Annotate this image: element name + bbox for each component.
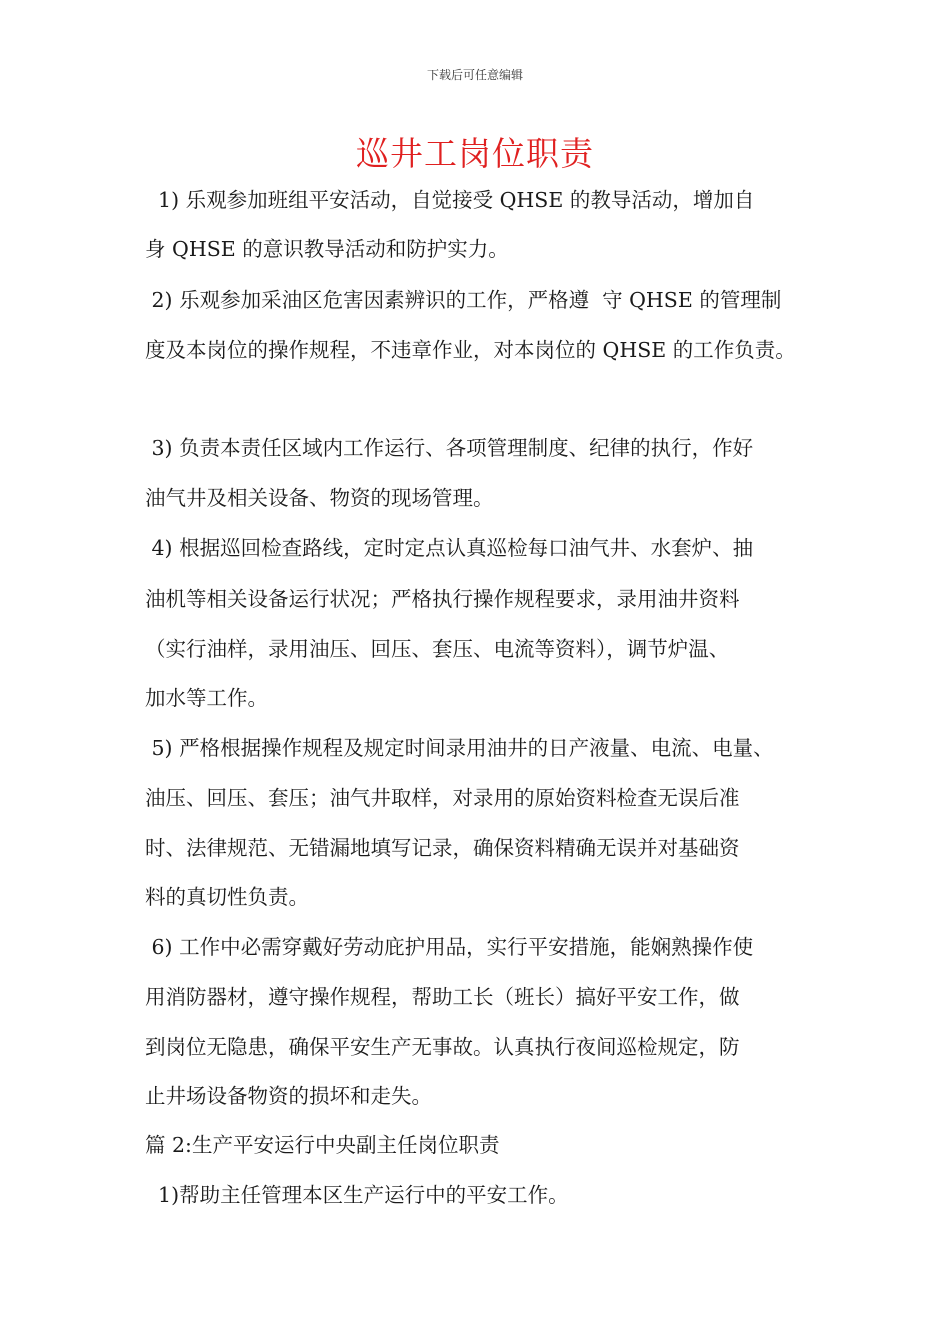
body-line: 5) 严格根据操作规程及规定时间录用油井的日产液量、电流、电量、 [145, 736, 774, 760]
body-line: 1) 乐观参加班组平安活动，自觉接受 QHSE 的教导活动，增加自 [145, 188, 755, 212]
body-line: 油机等相关设备运行状况；严格执行操作规程要求，录用油井资料 [145, 587, 740, 611]
section-heading: 篇 2:生产平安运行中央副主任岗位职责 [145, 1133, 500, 1157]
body-line: 油气井及相关设备、物资的现场管理。 [145, 486, 494, 510]
body-line: 身 QHSE 的意识教导活动和防护实力。 [145, 237, 509, 261]
document-title: 巡井工岗位职责 [356, 134, 594, 173]
body-line: （实行油样，录用油压、回压、套压、电流等资料），调节炉温、 [145, 637, 730, 661]
body-line: 油压、回压、套压；油气井取样，对录用的原始资料检查无误后准 [145, 786, 740, 810]
body-line: 料的真切性负责。 [145, 885, 309, 909]
body-line: 2) 乐观参加采油区危害因素辨识的工作，严格遵 守 QHSE 的管理制 [145, 288, 782, 312]
body-line: 度及本岗位的操作规程，不违章作业，对本岗位的 QHSE 的工作负责。 [145, 338, 796, 362]
body-line: 4) 根据巡回检查路线，定时定点认真巡检每口油气井、水套炉、抽 [145, 536, 754, 560]
page-header: 下载后可任意编辑 [426, 68, 523, 82]
body-line: 3) 负责本责任区域内工作运行、各项管理制度、纪律的执行，作好 [145, 436, 754, 460]
body-line: 1)帮助主任管理本区生产运行中的平安工作。 [145, 1183, 569, 1207]
body-line: 6) 工作中必需穿戴好劳动庇护用品，实行平安措施，能娴熟操作使 [145, 935, 754, 959]
body-line: 时、法律规范、无错漏地填写记录，确保资料精确无误并对基础资 [145, 836, 740, 860]
body-line: 用消防器材，遵守操作规程，帮助工长（班长）搞好平安工作，做 [145, 985, 740, 1009]
body-line: 止井场设备物资的损坏和走失。 [145, 1084, 432, 1108]
body-line: 到岗位无隐患，确保平安生产无事故。认真执行夜间巡检规定，防 [145, 1035, 740, 1059]
body-line: 加水等工作。 [145, 686, 268, 710]
